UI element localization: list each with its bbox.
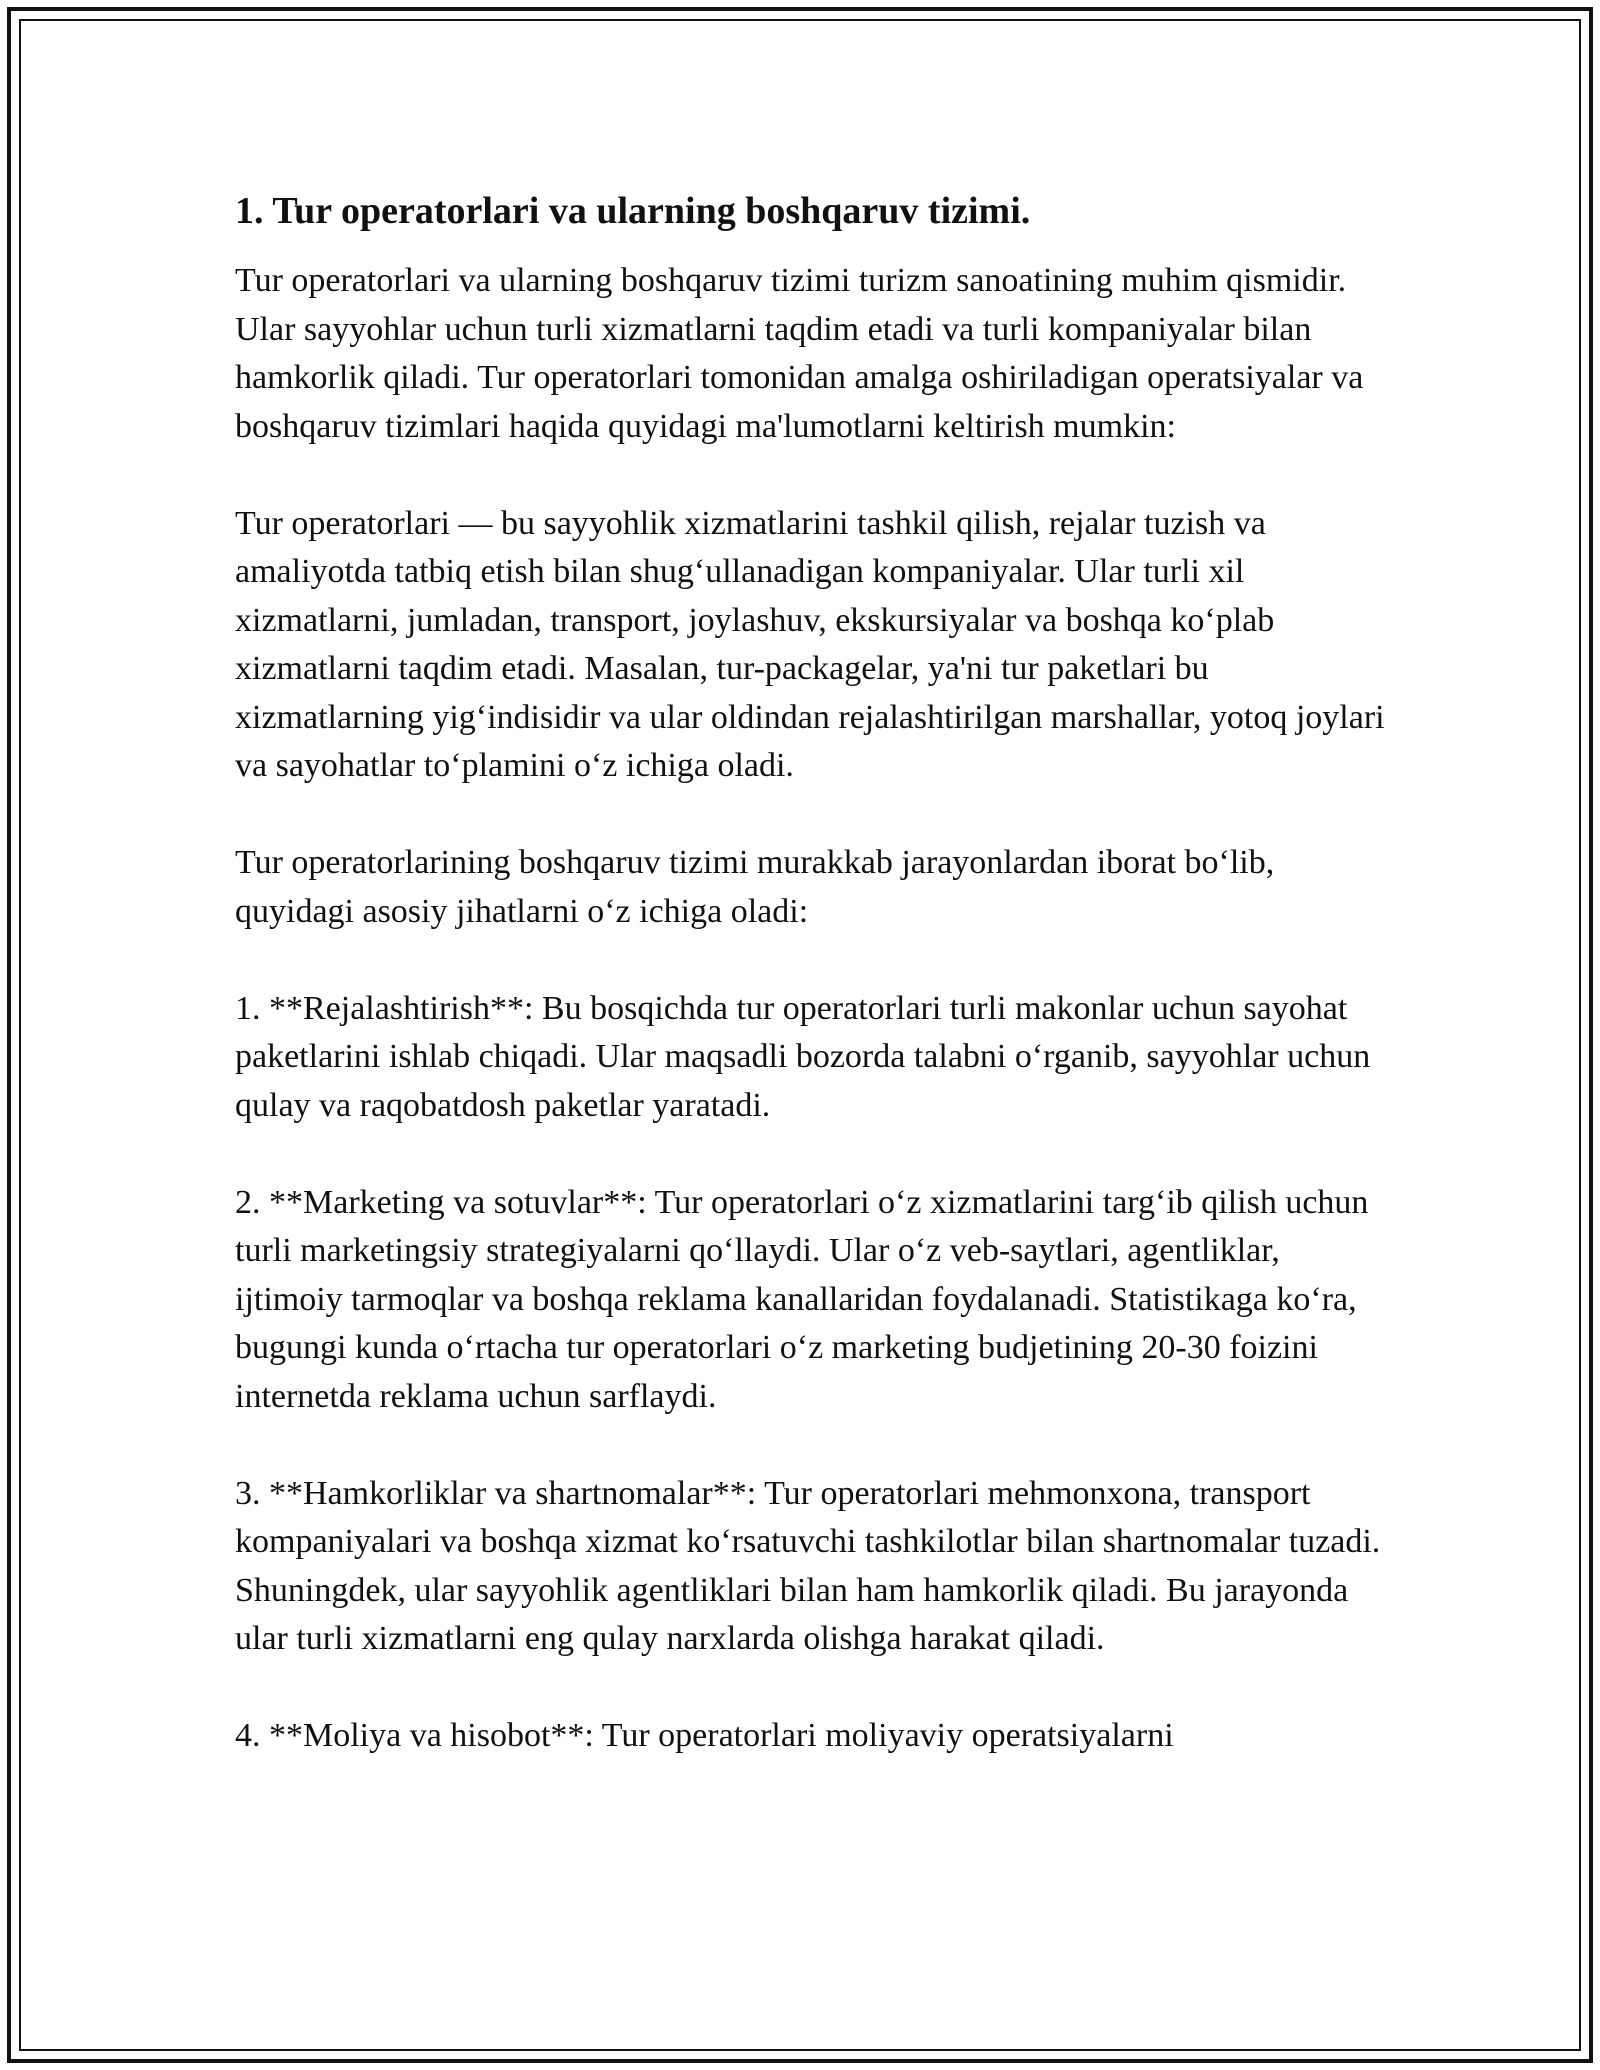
paragraph-definition: Tur operatorlari — bu sayyohlik xizmatlarini tashkil qilish, rejalar tuzish va amaliyotda tatbiq etish bilan shugʻullanadigan kompaniyalar. Ular turli xil xizmatlarni, jumladan, transport, joylashuv, ekskursiyalar va boshqa koʻplab xizmatlarni taqdim etadi. Masalan, tur-packagelar, ya'ni tur paketlari bu xizmatlarning yigʻindisidir va ular oldindan rejalashtirilgan marshallar, yotoq joylari va sayohatlar toʻplamini oʻz ichiga oladi. [235,504,1385,784]
list-item-planning: 1. **Rejalashtirish**: Bu bosqichda tur operatorlari turli makonlar uchun sayohat paketlarini ishlab chiqadi. Ular maqsadli bozorda talabni oʻrganib, sayyohlar uchun qulay va raqobatdosh paketlar yaratadi. [235,989,1371,1124]
paragraph-management-intro: Tur operatorlarining boshqaruv tizimi murakkab jarayonlardan iborat boʻlib, quyidagi asosiy jihatlarni oʻz ichiga oladi: [235,844,1275,930]
list-item-finance: 4. **Moliya va hisobot**: Tur operatorlari moliyaviy operatsiyalarni [235,1717,1174,1754]
document-body [235,185,1385,1809]
list-item-marketing: 2. **Marketing va sotuvlar**: Tur operatorlari oʻz xizmatlarini targʻib qilish uchun turli marketingsiy strategiyalarni qoʻllaydi. Ular oʻz veb-saytlari, agentliklar, ijtimoiy tarmoqlar va boshqa reklama kanallaridan foydalanadi. Statistikaga koʻra, bugungi kunda oʻrtacha tur operatorlari oʻz marketing budjetining 20-30 foizini internetda reklama uchun sarflaydi. [235,1183,1369,1415]
document-title: 1. Tur operatorlari va ularning boshqaruv tizimi. [235,190,1031,232]
list-item-partnerships: 3. **Hamkorliklar va shartnomalar**: Tur operatorlari mehmonxona, transport kompaniyalari va boshqa xizmat koʻrsatuvchi tashkilotlar bilan shartnomalar tuzadi. Shuningdek, ular sayyohlik agentliklari bilan ham hamkorlik qiladi. Bu jarayonda ular turli xizmatlarni eng qulay narxlarda olishga harakat qiladi. [235,1474,1381,1657]
paragraph-intro: Tur operatorlari va ularning boshqaruv tizimi turizm sanoatining muhim qismidir. Ular sayyohlar uchun turli xizmatlarni taqdim etadi va turli kompaniyalar bilan hamkorlik qiladi. Tur operatorlari tomonidan amalga oshiriladigan operatsiyalar va boshqaruv tizimlari haqida quyidagi ma'lumotlarni keltirish mumkin: [235,262,1364,445]
